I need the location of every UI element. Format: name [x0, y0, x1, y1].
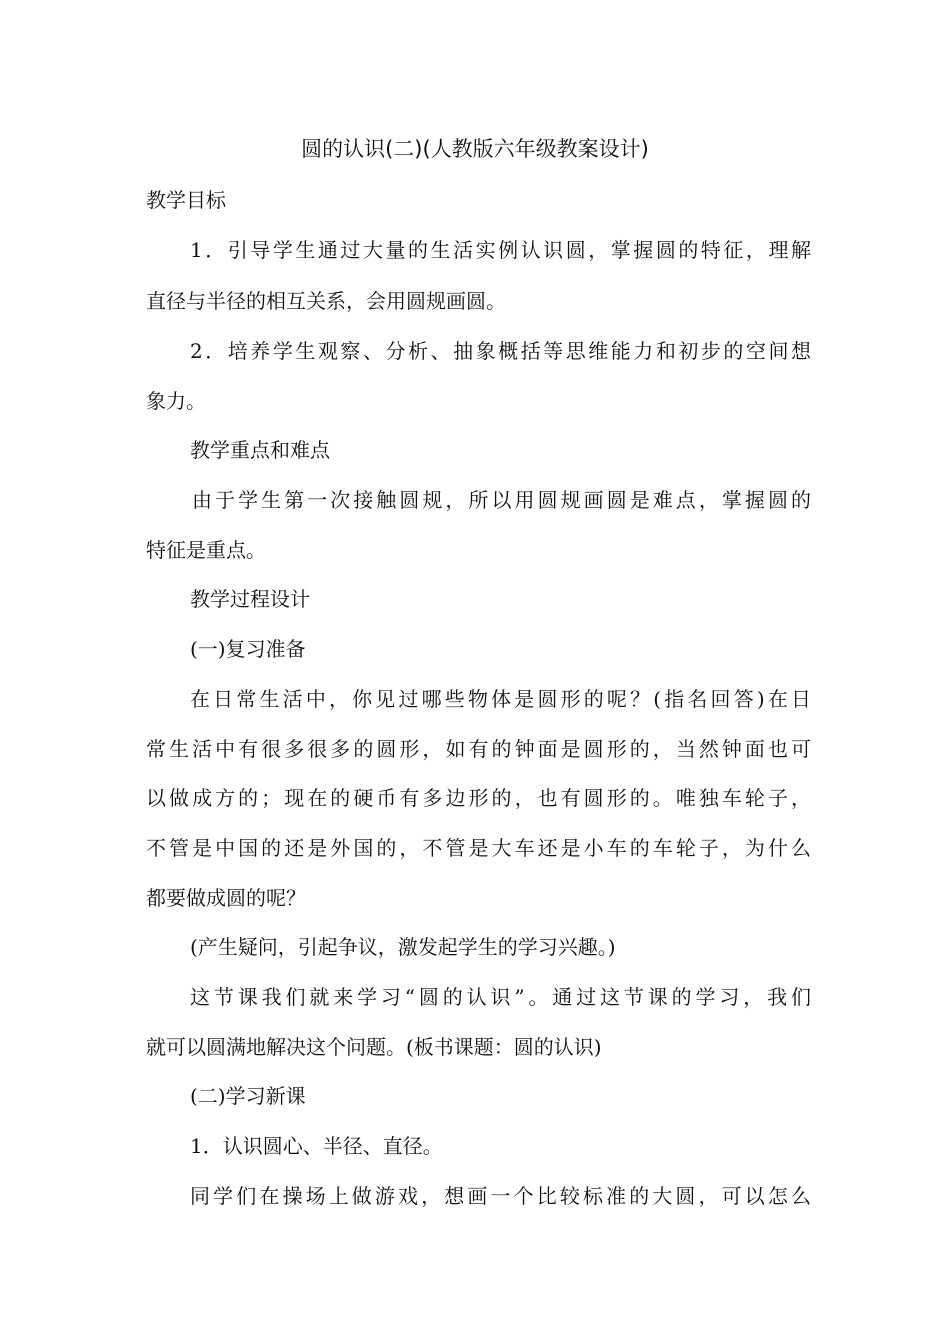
heading-key-points: 教学重点和难点 [190, 438, 330, 462]
paragraph-line: 常生活中有很多很多的圆形，如有的钟面是圆形的，当然钟面也可 [146, 737, 811, 761]
paragraph-line: 1．引导学生通过大量的生活实例认识圆，掌握圆的特征，理解 [190, 238, 811, 262]
paragraph-line: 就可以圆满地解决这个问题。(板书课题：圆的认识) [146, 1035, 602, 1059]
paragraph-line: 不管是中国的还是外国的，不管是大车还是小车的车轮子，为什么 [146, 836, 811, 860]
paragraph-line: 这节课我们就来学习“圆的认识”。通过这节课的学习，我们 [190, 985, 811, 1009]
heading-review: (一)复习准备 [190, 637, 306, 661]
heading-process-design: 教学过程设计 [190, 587, 310, 611]
paragraph-line: 特征是重点。 [146, 538, 266, 562]
paragraph-line: 2．培养学生观察、分析、抽象概括等思维能力和初步的空间想 [190, 339, 811, 363]
paragraph-line: 同学们在操场上做游戏，想画一个比较标准的大圆，可以怎么 [190, 1184, 811, 1208]
paragraph-line: (产生疑问，引起争议，激发起学生的学习兴趣。) [190, 935, 616, 959]
document-title: 圆的认识(二)(人教版六年级教案设计) [301, 137, 649, 161]
heading-center-radius-diameter: 1．认识圆心、半径、直径。 [190, 1134, 443, 1158]
paragraph-line: 都要做成圆的呢？ [146, 886, 306, 910]
paragraph-line: 在日常生活中，你见过哪些物体是圆形的呢？(指名回答)在日 [190, 687, 811, 711]
paragraph-line: 象力。 [146, 389, 206, 413]
paragraph-line: 由于学生第一次接触圆规，所以用圆规画圆是难点，掌握圆的 [192, 488, 811, 512]
paragraph-line: 以做成方的；现在的硬币有多边形的，也有圆形的。唯独车轮子， [146, 786, 811, 810]
heading-new-lesson: (二)学习新课 [190, 1084, 306, 1108]
heading-teaching-goals: 教学目标 [146, 188, 226, 212]
paragraph-line: 直径与半径的相互关系，会用圆规画圆。 [146, 289, 506, 313]
